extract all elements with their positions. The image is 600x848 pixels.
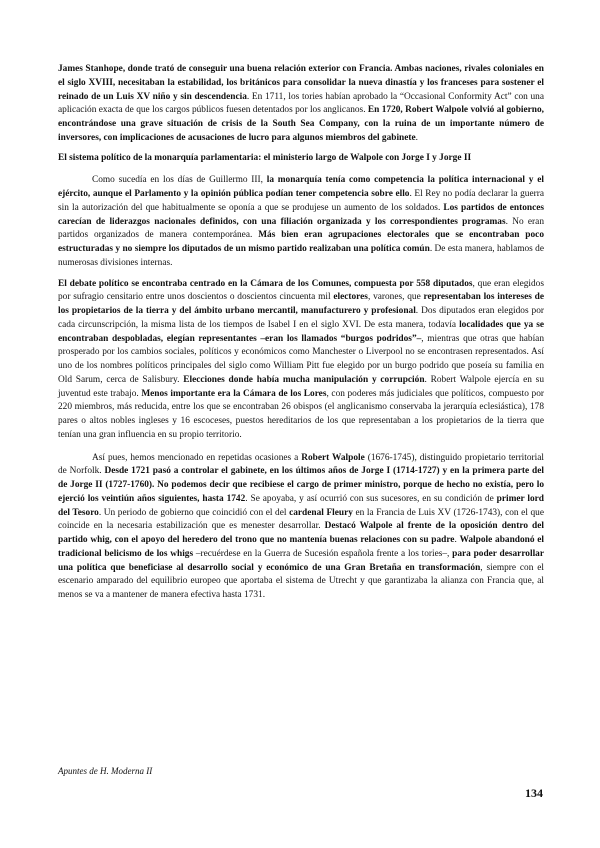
text-run: Como sucedía en los días de Guillermo III, (92, 175, 267, 186)
section-heading (58, 152, 544, 166)
text-run: . Robert Walpole ejercía en su juventud este trabajo. (58, 374, 544, 399)
text-run: . (415, 132, 418, 143)
bold-text-run: Robert Walpole (301, 452, 365, 463)
bold-text-run: para poder desarrollar una política que beneficiase al desarrollo social y económico de una Gran Bretaña en transformación (58, 548, 544, 573)
bold-text-run: primer lord del Tesoro (58, 493, 544, 518)
text-run: . Se apoyaba, y así ocurrió con sus sucesores, en su condición de (245, 493, 497, 504)
bold-text-run: Elecciones donde había mucha manipulación y corrupción (183, 374, 425, 385)
bold-text-run: localidades que ya se encontraban despobladas, elegían representantes –eran los llamados “burgos podridos”– (58, 319, 545, 344)
text-run: . El Rey no podía declarar la guerra sin la autorización del que habitualmente se oponía a que se produjese un aumento de los soldados. (58, 189, 544, 213)
text-run: . De esta manera, hablamos de numerosas divisiones internas. (58, 244, 544, 268)
bold-text-run: Menos importante era la Cámara de los Lores (141, 388, 327, 399)
text-run: . Dos diputados eran elegidos por cada circunscripción, la misma lista de los tiempos de Isabel I en el siglo XVI. De esta manera, todavía (58, 306, 544, 330)
text-run: en la Francia de Luis XV (1726-1743), con el que coincide en la necesaria estabilización que es menester desarrollar. (58, 507, 545, 532)
text-run: . No eran partidos organizados de manera contemporánea. (58, 216, 544, 241)
section-heading-text: El sistema político de la monarquía parlamentaria: el ministerio largo de Walpole con Jorge I y Jorge II (58, 152, 472, 163)
text-run: , que eran elegidos por sufragio censitario entre unos doscientos o doscientos cincuenta mil (58, 278, 544, 303)
text-run: (1676-1745), distinguido propietario territorial de Norfolk. (58, 452, 544, 477)
bold-text-run: Walpole abandonó el tradicional belicismo de los whigs (58, 535, 544, 559)
text-run: Así pues, hemos mencionado en repetidas ocasiones a (92, 452, 302, 463)
paragraph-4 (58, 452, 544, 603)
bold-text-run: En 1720, Robert Walpole volvió al gobierno, encontrándose una grave situación de crisis de la South Sea Company, con la ruina de un importante número de inversores, con implicaciones de acusaciones de lucro para algunos miembros del gabinete (58, 105, 545, 143)
paragraph-2 (58, 174, 544, 270)
bold-text-run: Más bien eran agrupaciones electorales que se encontraban poco estructuradas y no siempre los diputados de un mismo partido realizaban una política común (58, 230, 544, 254)
text-run: , con poderes más judiciales que políticos, compuesto por 220 miembros, más reducida, entre los que se encontraban 26 obispos (el anglicanismo conservaba la jerarquía eclesiástica), 178 pares o altos nobles ingleses y 16 escoceses, puestos hereditarios de los que representaban a los propietarios de la tierra que tenían una gran influencia en su propio territorio. (58, 388, 544, 440)
bold-text-run: la monarquía tenía como competencia la política internacional y el ejército, aunque el Parlamento y la opinión pública podían tener competencia sobre ello (58, 175, 544, 199)
text-run: . En 1711, los tories habían aprobado la “Occasional Conformity Act” con una aplicación exacta de que los cargos públicos fuesen detentados por los anglicanos. (58, 91, 544, 116)
text-run: , varones, que (367, 292, 424, 303)
footer-caption: Apuntes de H. Moderna II (58, 766, 153, 776)
text-run: –recuérdese en la Guerra de Sucesión española frente a los tories–, (193, 548, 453, 559)
bold-text-run: representaban los intereses de los propietarios de la tierra y del ámbito urbano mercantil, manufacturero y profesional (58, 292, 544, 316)
text-run: , siempre con el escenario amparado del equilibrio europeo que aportaba el sistema de Utrecht y que garantizaba la alianza con Francia que, al menos se va a mantener de manera efectiva hasta 1731. (58, 562, 544, 600)
page-number: 134 (525, 786, 543, 800)
text-run: , mientras que otras que habían prosperado por los cambios sociales, políticos y económicos como Manchester o Liverpool no se encontrasen representados. Así uno de los nombres políticos principales del siglo como William Pitt fue elegido por un burgo podrido que poseía su familia en Old Sarum, cerca de Salisbury. (58, 333, 545, 385)
bold-text-run: Los partidos de entonces carecían de liderazgos nacionales definidos, con una filiación organizada y los correspondientes programas (58, 202, 544, 227)
text-run: . Un periodo de gobierno que coincidió con el del (98, 507, 290, 518)
page-content (58, 63, 544, 603)
bold-text-run: El debate político se encontraba centrado en la Cámara de los Comunes, compuesta por 558 diputados (58, 278, 473, 289)
bold-text-run: cardenal Fleury (289, 507, 353, 518)
bold-text-run: Desde 1721 pasó a controlar el gabinete, en los últimos años de Jorge I (1714-1727) y en la primera parte del de Jorge II (1727-1760). No podemos decir que recibiese el cargo de primer ministro, porque de hecho no existía, pero lo ejerció los veintiún años siguientes, hasta 1742 (58, 466, 544, 504)
paragraph-1 (58, 63, 544, 146)
bold-text-run: James Stanhope, donde trató de conseguir una buena relación exterior con Francia. Ambas naciones, rivales coloniales en el siglo XVIII, necesitaban la estabilidad, los británicos para consolidar la nueva dinastía y los franceses para sostener el reinado de un Luis XV niño y sin descendencia (58, 64, 544, 102)
bold-text-run: electores (333, 292, 368, 303)
text-run: . (454, 535, 460, 545)
bold-text-run: Destacó Walpole al frente de la oposición dentro del partido whig, con el apoyo del heredero del trono que no mantenía buenas relaciones con su padre (58, 521, 544, 545)
paragraph-3 (58, 278, 544, 443)
